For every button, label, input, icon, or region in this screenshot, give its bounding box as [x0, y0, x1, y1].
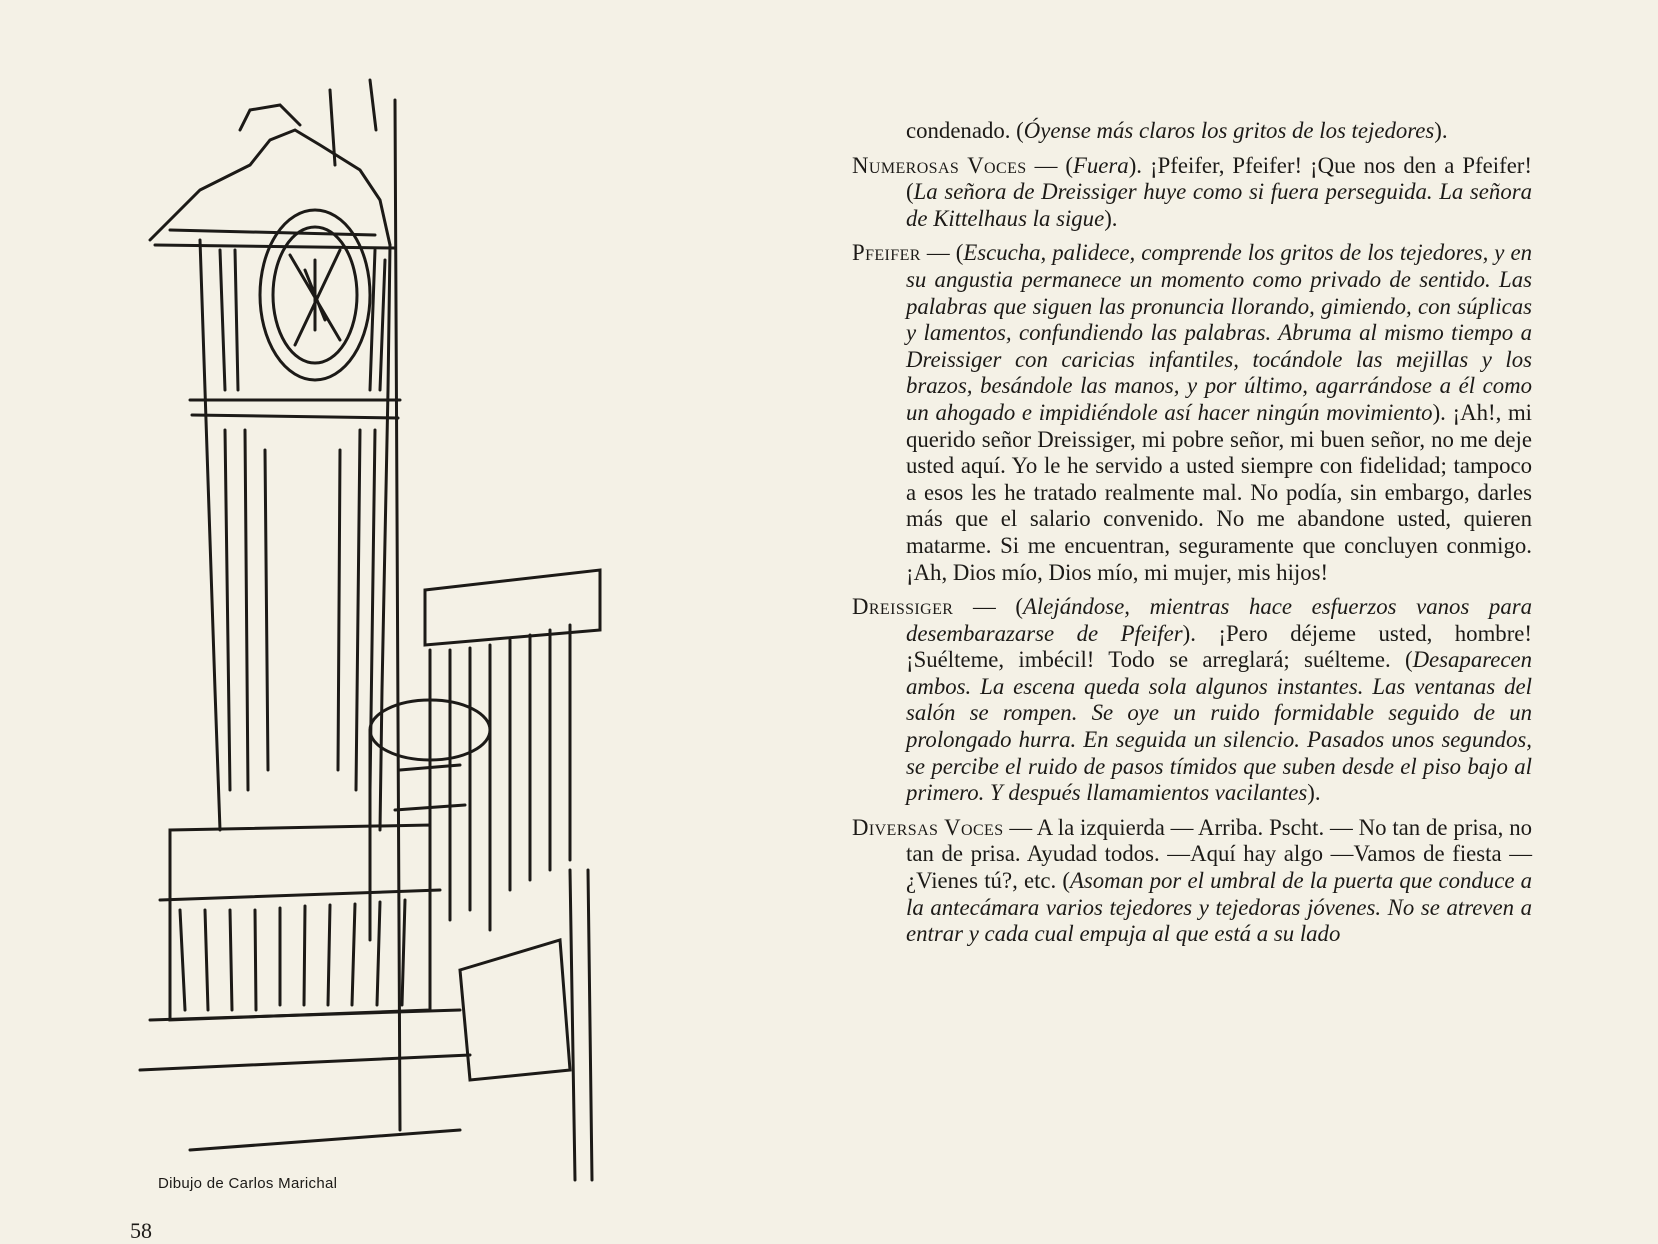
dialogue-entry — [852, 118, 1532, 145]
speaker-name: Pfeifer — [852, 240, 921, 266]
stage-direction: La señora de Dreissiger huye como si fuera perseguida. La señora de Kittelhaus la sigue — [906, 179, 1532, 231]
dialogue-text: — ( — [953, 594, 1023, 620]
grandfather-clock-sketch — [130, 70, 650, 1190]
dialogue-entry — [852, 815, 1532, 948]
dialogue-text: ). — [1307, 780, 1321, 806]
speaker-name: Numerosas Voces — [852, 152, 1027, 178]
illustration-caption: Dibujo de Carlos Marichal — [158, 1175, 338, 1192]
dialogue-text: — A la izquierda — Arriba. Pscht. — No tan de prisa, no tan de prisa. Ayudad todos. —Aquí hay algo —Vamos de fiesta —¿Vienes tú?, etc. ( — [906, 814, 1532, 894]
stage-direction: Óyense más claros los gritos de los tejedores — [1023, 118, 1435, 143]
clock-drawing-illustration — [130, 70, 650, 1190]
play-text-column — [852, 118, 1532, 956]
dialogue-entry — [852, 594, 1532, 807]
dialogue-text: — ( — [920, 240, 964, 266]
dialogue-text: condenado. ( — [906, 118, 1024, 143]
speaker-name: Dreissiger — [852, 594, 954, 620]
stage-direction: Desaparecen ambos. La escena queda sola algunos instantes. Las ventanas del salón se rompen. Se oye un ruido formidable seguido de un prolongado hurra. En seguida un silencio. Pasados unos segundos, se percibe el ruido de pasos tímidos que suben desde el piso bajo al primero. Y después llamamientos vacilantes — [906, 647, 1532, 806]
dialogue-text: ). ¡Pfeifer, Pfeifer! ¡Que nos den a Pfeifer! ( — [906, 152, 1532, 205]
stage-direction: Escucha, palidece, comprende los gritos de los tejedores, y en su angustia permanece un momento como privado de sentido. Las palabras que siguen las pronuncia llorando, gimiendo, con súplicas y lamentos, confundiendo las palabras. Abruma al mismo tiempo a Dreissiger con caricias infantiles, tocándole las mejillas y los brazos, besándole las manos, y por último, agarrándose a él como un ahogado e impidiéndole así hacer ningún movimiento — [906, 240, 1532, 425]
dialogue-entry — [852, 240, 1532, 586]
stage-direction: Fuera — [1072, 152, 1129, 178]
stage-direction: Alejándose, mientras hace esfuerzos vanos para desembarazarse de Pfeifer — [906, 594, 1532, 646]
dialogue-text: — ( — [1026, 152, 1073, 178]
speaker-name: Diversas Voces — [852, 814, 1004, 840]
dialogue-text: ). — [1434, 118, 1448, 143]
dialogue-text: ). ¡Pero déjeme usted, hombre! ¡Suélteme, imbécil! Todo se arreglará; suélteme. ( — [906, 620, 1532, 673]
stage-direction: Asoman por el umbral de la puerta que conduce a la antecámara varios tejedores y tejedoras jóvenes. No se atreven a entrar y cada cual empuja al que está a su lado — [906, 868, 1533, 947]
dialogue-text: ). ¡Ah!, mi querido señor Dreissiger, mi pobre señor, mi buen señor, no me deje usted aquí. Yo le he servido a usted siempre con fidelidad; tampoco a esos les he tratado realmente mal. No podía, sin embargo, darles más que el salario convenido. No me abandone usted, quieren matarme. Si me encuentran, seguramente que concluyen conmigo. ¡Ah, Dios mío, Dios mío, mi mujer, mis hijos! — [906, 399, 1533, 585]
dialogue-text: ). — [1104, 205, 1118, 231]
page-number: 58 — [130, 1218, 152, 1243]
dialogue-entry — [852, 153, 1532, 233]
